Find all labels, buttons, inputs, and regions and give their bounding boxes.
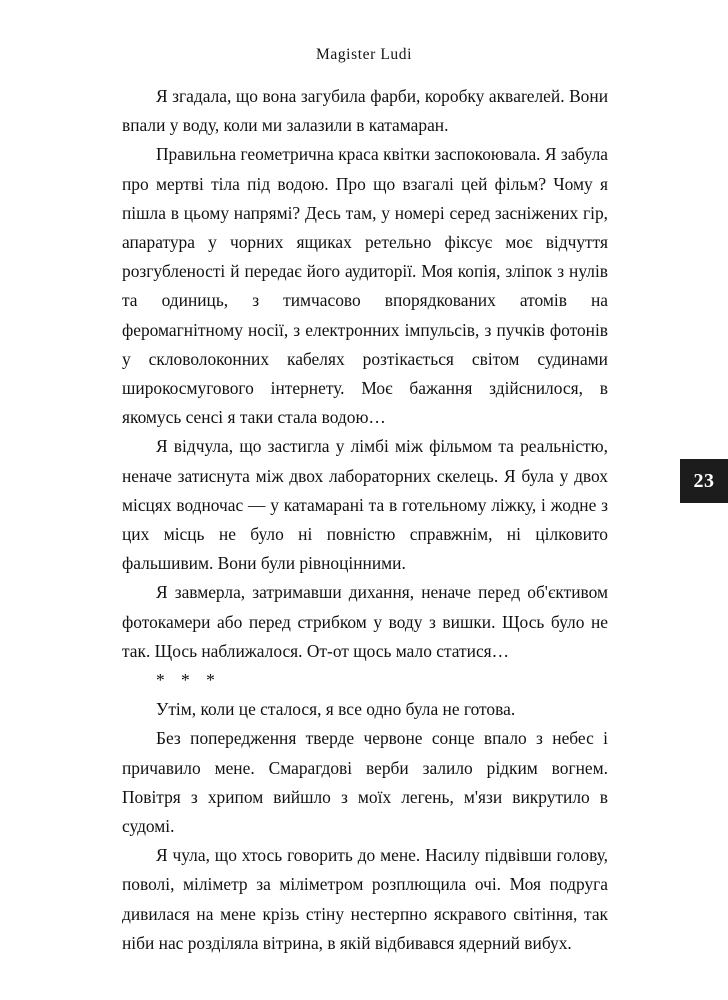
paragraph: Я завмерла, затримавши дихання, неначе перед об'єктивом фотокамери або перед стрибком у воду з вишки. Щось було не так. Щось наближалося. От-от щось мало статися…	[122, 582, 608, 661]
paragraph: Без попередження тверде червоне сонце впало з небес і причавило мене. Смарагдові верби залило рідким вогнем. Повітря з хрипом вийшло з моїх легень, м'язи викрутило в судомі.	[122, 728, 608, 837]
paragraph: Я чула, що хтось говорить до мене. Насилу підвівши голову, поволі, міліметр за міліметром розплющила очі. Моя подруга дивилася на мене крізь стіну нестерпно яскравого світіння, так ніби нас розділяла вітрина, в якій відбивався ядерний вибух.	[122, 845, 608, 953]
body-text	[122, 82, 608, 958]
paragraph: Я згадала, що вона загубила фарби, коробку аквareлей. Вони впали у воду, коли ми залазили в катамаран.	[122, 86, 608, 136]
running-head: Magister Ludi	[315, 46, 413, 63]
paragraph: Я відчула, що застигла у лімбі між фільмом та реальністю, неначе затиснута між двох лабораторних скелець. Я була у двох місцях водночас — у катамарані та в готельному ліжку, і жодне з цих місць не було ні повністю справжнім, ні цілковито фальшивим. Вони були рівноцінними.	[122, 436, 608, 574]
paragraph: Правильна геометрична краса квітки заспокоювала. Я забула про мертві тіла під водою. Про що взагалі цей фільм? Чому я пішла в цьому напрямі? Десь там, у номері серед засніжених гір, апаратура у чорних ящиках ретельно фіксує моє відчуття розгубленості й передає його аудиторії. Моя копія, зліпок з нулів та одиниць, з тимчасово впорядкованих атомів на феромагнітному носії, з електронних імпульсів, з пучків фотонів у скловолоконних кабелях розтікається світом судинами широкосмугового інтернету. Моє бажання здійснилося, в якомусь сенсі я таки стала водою…	[122, 144, 608, 428]
page-number: 23	[680, 459, 728, 503]
paragraph: Утім, коли це сталося, я все одно була не готова.	[156, 699, 516, 720]
section-divider: * * *	[156, 670, 221, 691]
